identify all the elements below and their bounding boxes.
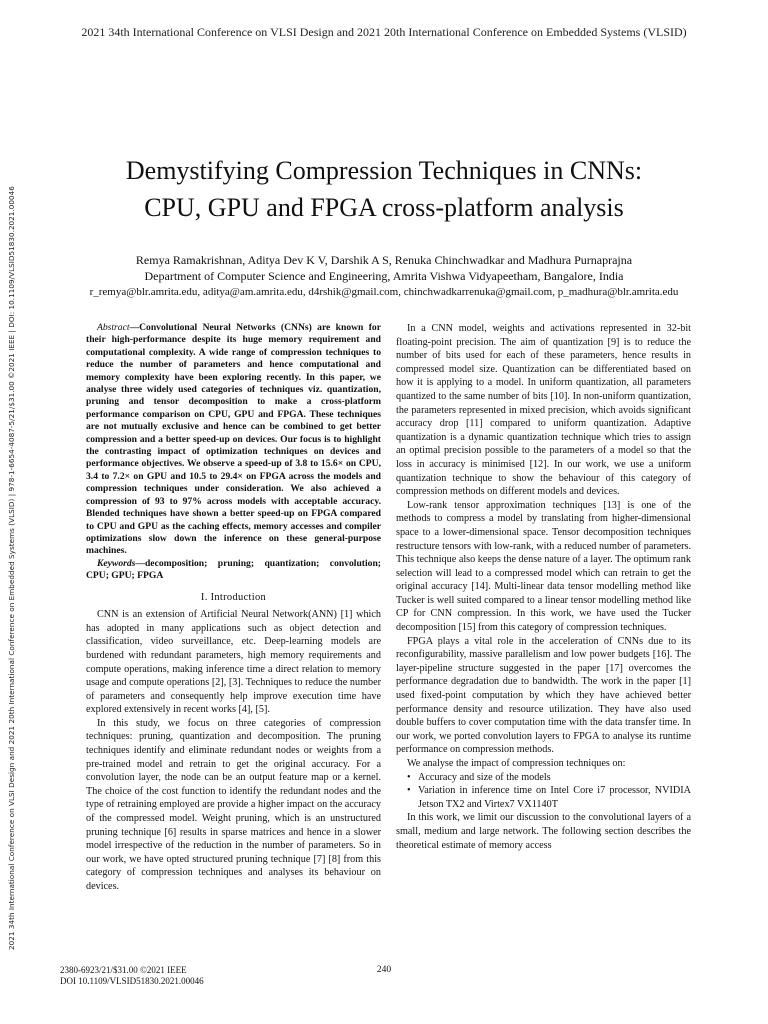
body-paragraph: Low-rank tensor approximation techniques [13] is one of the methods to compress a model by translating from higher-dimensional space to a lower-dimensional space. Tensor decomposition techniques restructure tensors with low-rank, with a reduced number of parameters. This technique also keeps the dense nature of a layer. The optimum rank selection will lead to a compressed model which can retrain to get the original accuracy [14]. Multi-linear data tensor modelling method like Tucker is well suited compared to a linear tensor modelling method like CP for CNN compression. In this work, we have used the Tucker decomposition [15] from this category of compression techniques. <box>396 499 691 634</box>
author-block <box>40 252 728 300</box>
author-affiliation: Department of Computer Science and Engineering, Amrita Vishwa Vidyapeetham, Bangalore, India <box>144 269 624 283</box>
author-emails: r_remya@blr.amrita.edu, aditya@am.amrita.edu, d4rshik@gmail.com, chinchwadkarrenuka@gmail.com, p_madhura@blr.amrita.edu <box>89 286 679 298</box>
section-heading-introduction: I. Introduction <box>200 591 267 603</box>
author-names: Remya Ramakrishnan, Aditya Dev K V, Darshik A S, Renuka Chinchwadkar and Madhura Purnaprajna <box>135 253 633 267</box>
page-number: 240 <box>376 965 392 975</box>
bullet-list <box>396 771 691 812</box>
footer-doi: DOI 10.1109/VLSID51830.2021.00046 <box>60 976 204 986</box>
body-paragraph: FPGA plays a vital role in the acceleration of CNNs due to its reconfigurability, massive parallelism and low power budgets [16]. The layer-pipeline structure suggested in the paper [17] overcomes the performance degradation due to bandwidth. The work in the paper [1] used fixed-point computation by which they have achieved better performance density and resource utilization. They have also used double buffers to cover computation time with the data transfer time. In our work, we ported convolution layers to FPGA to analyse its runtime performance on compression methods. <box>396 635 691 756</box>
abstract <box>86 322 381 558</box>
title-line-2: CPU, GPU and FPGA cross-platform analysis <box>144 193 624 222</box>
body-paragraph: In this work, we limit our discussion to the convolutional layers of a small, medium and large network. The following section describes the theoretical estimate of memory access <box>396 812 691 851</box>
sidebar-doi-strip <box>4 70 20 950</box>
keywords-text: —decomposition; pruning; quantization; convolution; CPU; GPU; FPGA <box>86 557 381 582</box>
body-paragraph: CNN is an extension of Artificial Neural Network(ANN) [1] which has adopted in many applications such as object detection and classification, video surveillance, etc. Deep-learning models are burdened with redundant parameters, high memory requirements and compute operations, making inference time a direct relation to memory usage and compute operations [2], [3]. Techniques to reduce the number of parameters and consequently help improve execution time have explored extensively in recent works [4], [5]. <box>86 609 381 716</box>
list-item: • Variation in inference time on Intel Core i7 processor, NVIDIA Jetson TX2 and Virtex7 VX1140T <box>418 784 691 811</box>
keywords <box>86 558 381 583</box>
paper-title <box>40 152 728 226</box>
list-item: • Accuracy and size of the models <box>418 771 691 785</box>
body-paragraph: We analyse the impact of compression techniques on: <box>407 758 626 769</box>
abstract-text: —Convolutional Neural Networks (CNNs) are known for their high-performance despite its huge memory requirement and computational complexity. A wide range of compression techniques to reduce the number of parameters and hence computational and memory complexity have been exploring recently. In this paper, we analyse three widely used categories of techniques viz. quantization, pruning and tensor decomposition to make a cross-platform performance comparison on CPU, GPU and FPGA. These techniques are not mutually exclusive and hence can be combined to get better compression and a better speed-up on devices. Our focus is to highlight the contrasting impact of optimization techniques on devices and performance objectives. We observe a speed-up of 3.8 to 15.6× on CPU, 3.4 to 7.2× on GPU and 10.5 to 29.4× on FPGA across the models and compression techniques under consideration. We also achieved a compression of 93 to 97% across models with acceptable accuracy. Blended techniques have shown a better speed-up on FPGA compared to CPU and GPU as the caching effects, memory accesses and compiler optimizations slow down the inference on these general-purpose machines. <box>86 322 381 557</box>
body-paragraph: In a CNN model, weights and activations represented in 32-bit floating-point precision. The aim of quantization [9] is to reduce the number of bits used for each of these parameters, hence results in compressed model size. Quantization can be differentiated based on how it is applying to a model. In uniform quantization, all parameters quantized to the same number of bits [10]. In non-uniform quantization, the parameters represented in mixed precision, which avoids significant accuracy drop [11] compared to uniform quantization. Adaptive quantization is a dynamic quantization technique which tries to assign an optimal precision possible to the parameters of a model so that the loss in accuracy is minimised [12]. In our work, we use a uniform quantization technique to show the behaviour of this category of compression methods on different models and devices. <box>396 323 691 498</box>
right-column <box>396 322 691 852</box>
left-column <box>86 322 381 894</box>
conference-header: 2021 34th International Conference on VLSI Design and 2021 20th International Conference on Embedded Systems (VLSID) <box>81 25 687 39</box>
keywords-label: Keywords <box>97 557 136 569</box>
body-paragraph: In this study, we focus on three categories of compression techniques: pruning, quantization and decomposition. The pruning techniques identify and eliminate redundant nodes or weights from a pre-trained model and retrain to get the original accuracy. For a convolution layer, the node can be an output feature map or a kernel. The choice of the cost function to identify the redundant nodes and the type of retraining employed are provide a higher impact on the accuracy of the compressed model. Weight pruning, which is an unstructured pruning technique [6] results in sparse matrices and hence in a slower model irrespective of the reduction in the number of parameters. So in our work, we have opted structured pruning technique [7] [8] from this category of compression techniques and analyses its behaviour on devices. <box>86 717 381 892</box>
title-line-1: Demystifying Compression Techniques in CNNs: <box>125 156 643 185</box>
footer-issn: 2380-6923/21/$31.00 ©2021 IEEE <box>60 965 187 975</box>
abstract-label: Abstract <box>97 322 130 333</box>
sidebar-doi-text: 2021 34th International Conference on VLSI Design and 2021 20th International Conference on Embedded Systems (VLSID) | 978-1-6654-4087-5/21/$31.00 ©2021 IEEE | DOI: 10.1109/VLSID51830.2021.00046 <box>7 186 16 950</box>
